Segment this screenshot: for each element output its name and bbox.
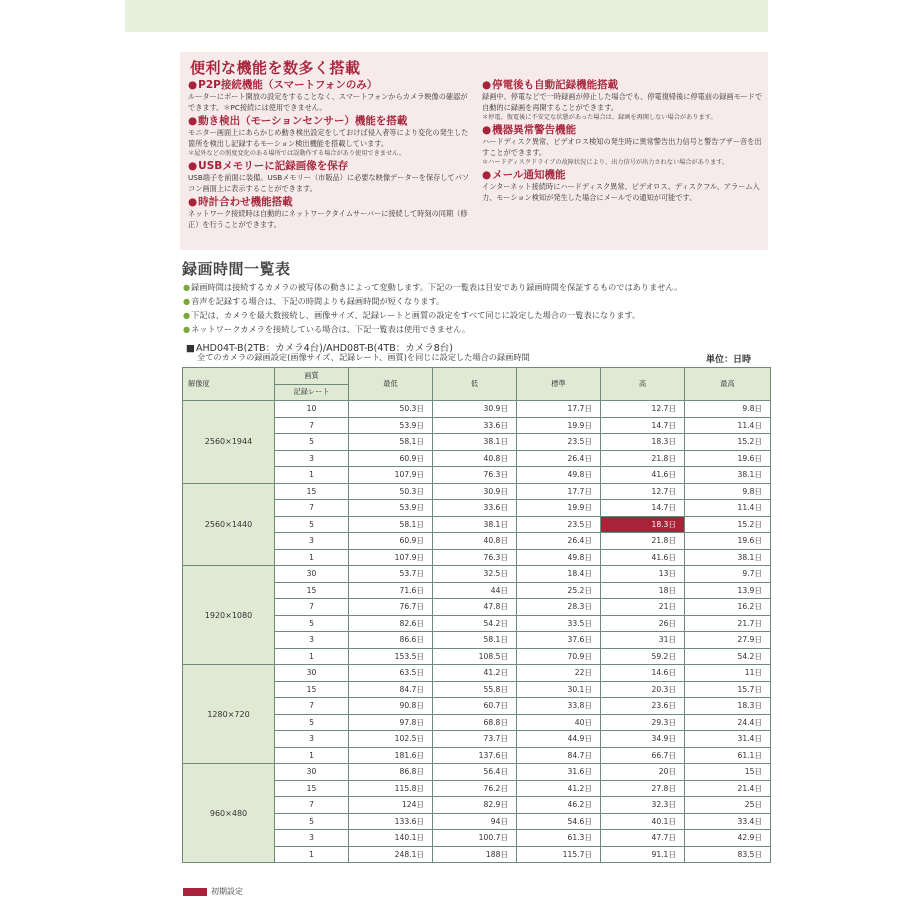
quality-level-header: 最高 [685,368,771,401]
value-cell: 38.1日 [433,516,517,533]
value-cell: 86.6日 [349,632,433,649]
value-cell: 58.1日 [433,632,517,649]
value-cell: 60.9日 [349,533,433,550]
resolution-header: 解像度 [183,368,275,401]
value-cell: 102.5日 [349,731,433,748]
feature-title: ● USBメモリーに記録画像を保存 [188,160,473,173]
value-cell: 60.9日 [349,450,433,467]
rate-cell: 1 [275,747,349,764]
value-cell: 13.9日 [685,582,771,599]
value-cell: 31.6日 [517,764,601,781]
value-cell: 12.7日 [601,401,685,418]
value-cell: 16.2日 [685,599,771,616]
feature-text: ハードディスク異常、ビデオロス検知の発生時に異常警告出力信号と警告ブザー音を出すことができます。 [482,137,762,157]
value-cell: 33.4日 [685,813,771,830]
rate-cell: 1 [275,467,349,484]
rate-cell: 15 [275,582,349,599]
value-cell: 76.3日 [433,549,517,566]
rate-cell: 3 [275,533,349,550]
rate-cell: 5 [275,516,349,533]
value-cell: 49.8日 [517,549,601,566]
value-cell: 30.9日 [433,401,517,418]
value-cell: 21.8日 [601,450,685,467]
value-cell: 14.7日 [601,417,685,434]
value-cell: 40日 [517,714,601,731]
value-cell: 11.4日 [685,417,771,434]
value-cell: 107.9日 [349,549,433,566]
value-cell: 33.5日 [517,615,601,632]
model-label: ■ AHD04T-B(2TB：カメラ4台)/AHD08T-B(4TB：カメラ8台) [186,340,453,354]
feature-text: モニター画面上にあらかじめ動き検出設定をしておけば侵入者等により変化の発生した箇所を検出し記録するモーション検出機能を搭載しています。 [188,128,469,148]
value-cell: 41.2日 [433,665,517,682]
rate-cell: 30 [275,665,349,682]
rate-cell: 3 [275,830,349,847]
value-cell: 56.4日 [433,764,517,781]
value-cell: 47.8日 [433,599,517,616]
value-cell: 54.2日 [685,648,771,665]
value-cell: 18.4日 [517,566,601,583]
value-cell: 41.2日 [517,780,601,797]
value-cell: 41.6日 [601,467,685,484]
rate-cell: 1 [275,846,349,863]
value-cell: 13日 [601,566,685,583]
value-cell: 181.6日 [349,747,433,764]
rate-cell: 15 [275,681,349,698]
value-cell: 59.2日 [601,648,685,665]
value-cell: 108.5日 [433,648,517,665]
rate-cell: 7 [275,797,349,814]
value-cell: 28.3日 [517,599,601,616]
value-cell: 17.7日 [517,401,601,418]
value-cell: 84.7日 [349,681,433,698]
feature-title: ● 停電後も自動記録機能搭載 [482,79,764,92]
table-row [183,764,771,781]
recording-time-table [182,367,771,863]
value-cell: 38.1日 [685,549,771,566]
rate-cell: 1 [275,549,349,566]
value-cell: 27.9日 [685,632,771,649]
feature-note: ＊停電、復電後に不安定な状態があった場合は、録画を再開しない場合があります。 [482,114,717,121]
value-cell: 19.6日 [685,533,771,550]
value-cell: 15.7日 [685,681,771,698]
value-cell: 46.2日 [517,797,601,814]
value-cell: 137.6日 [433,747,517,764]
quality-level-header: 標準 [517,368,601,401]
feature-item [188,196,473,230]
rate-cell: 3 [275,632,349,649]
notes-list [183,280,773,336]
rate-cell: 30 [275,566,349,583]
value-cell: 26.4日 [517,533,601,550]
rate-cell: 30 [275,764,349,781]
value-cell: 25日 [685,797,771,814]
features-right-column [482,79,764,205]
feature-text: 録画中、停電などで一時録画が停止した場合でも、停電復帰後に停電前の録画モードで自動的に録画を再開することができます。 [482,92,763,112]
feature-text: ネットワーク接続時は自動的にネットワークタイムサーバーに接続して時刻の同期（修正）を行うことができます。 [188,209,468,229]
value-cell: 21.7日 [685,615,771,632]
value-cell: 20日 [601,764,685,781]
value-cell: 34.9日 [601,731,685,748]
value-cell: 60.7日 [433,698,517,715]
value-cell: 21.8日 [601,533,685,550]
rate-cell: 5 [275,434,349,451]
value-cell: 29.3日 [601,714,685,731]
value-cell: 55.8日 [433,681,517,698]
value-cell: 31日 [601,632,685,649]
value-cell: 33.6日 [433,500,517,517]
unit-label: 単位：日時 [706,355,752,365]
value-cell: 18.3日 [685,698,771,715]
rate-cell: 15 [275,483,349,500]
value-cell: 37.6日 [517,632,601,649]
resolution-cell: 2560×1440 [183,483,275,566]
feature-title: ● P2P接続機能（スマートフォンのみ） [188,79,473,92]
quality-level-header: 低 [433,368,517,401]
value-cell: 26日 [601,615,685,632]
rate-cell: 5 [275,615,349,632]
table-row [183,401,771,418]
rate-cell: 3 [275,450,349,467]
features-heading: 便利な機能を数多く搭載 [190,59,361,77]
value-cell: 53.7日 [349,566,433,583]
quality-level-header: 高 [601,368,685,401]
rate-cell: 1 [275,648,349,665]
value-cell: 115.7日 [517,846,601,863]
value-cell: 27.8日 [601,780,685,797]
value-cell: 38.1日 [433,434,517,451]
feature-title: ● 時計合わせ機能搭載 [188,196,473,209]
value-cell: 18日 [601,582,685,599]
quality-level-header: 最低 [349,368,433,401]
feature-item [482,124,764,167]
rate-cell: 7 [275,599,349,616]
value-cell: 54.2日 [433,615,517,632]
value-cell: 91.1日 [601,846,685,863]
value-cell: 58.1日 [349,516,433,533]
value-cell: 47.7日 [601,830,685,847]
value-cell: 94日 [433,813,517,830]
value-cell: 248.1日 [349,846,433,863]
value-cell: 50.3日 [349,483,433,500]
table-row [183,566,771,583]
feature-item [482,79,764,122]
feature-note: ＊ハードディスクドライブの故障状況により、出力信号が出力されない場合があります。 [482,159,729,166]
value-cell: 61.1日 [685,747,771,764]
feature-item [188,115,473,158]
value-cell: 40.1日 [601,813,685,830]
feature-text: ルーターにポート開放の設定をすることなく、スマートフォンからカメラ映像の確認ができます。＊PC接続には使用できません。 [188,92,468,112]
resolution-cell: 1920×1080 [183,566,275,665]
value-cell: 21.4日 [685,780,771,797]
value-cell: 76.3日 [433,467,517,484]
value-cell: 97.8日 [349,714,433,731]
value-cell: 100.7日 [433,830,517,847]
header-row-quality [183,368,771,385]
value-cell: 15.2日 [685,516,771,533]
value-cell: 153.5日 [349,648,433,665]
resolution-cell: 2560×1944 [183,401,275,484]
table-subtitle: 全てのカメラの録画設定(画像サイズ、記録レート、画質)を同じに設定した場合の録画時間 [197,352,530,362]
value-cell: 24.4日 [685,714,771,731]
value-cell: 115.8日 [349,780,433,797]
value-cell: 188日 [433,846,517,863]
default-setting-cell: 18.3日 [601,516,685,533]
note-item: ● 音声を記録する場合は、下記の時間よりも録画時間が短くなります。 [183,294,773,308]
value-cell: 33.8日 [517,698,601,715]
value-cell: 23.5日 [517,516,601,533]
value-cell: 20.3日 [601,681,685,698]
value-cell: 14.7日 [601,500,685,517]
value-cell: 44.9日 [517,731,601,748]
value-cell: 12.7日 [601,483,685,500]
value-cell: 19.9日 [517,417,601,434]
value-cell: 11.4日 [685,500,771,517]
value-cell: 9.8日 [685,401,771,418]
note-item: ● ネットワークカメラを接続している場合は、下記一覧表は使用できません。 [183,322,773,336]
feature-item [482,169,764,203]
rate-cell: 7 [275,417,349,434]
feature-item [188,160,473,194]
feature-title: ● 動き検出（モーションセンサー）機能を搭載 [188,115,473,128]
feature-text: インターネット接続時にハードディスク異常、ビデオロス、ディスクフル、アラーム入力、モーション検知が発生した場合にメールでの通知が可能です。 [482,182,760,202]
value-cell: 17.7日 [517,483,601,500]
value-cell: 86.8日 [349,764,433,781]
legend-label: 初期設定 [211,887,243,896]
value-cell: 76.2日 [433,780,517,797]
resolution-cell: 1280×720 [183,665,275,764]
value-cell: 40.8日 [433,533,517,550]
table-row [183,665,771,682]
value-cell: 38.1日 [685,467,771,484]
value-cell: 11日 [685,665,771,682]
value-cell: 68.8日 [433,714,517,731]
quality-header: 画質 [275,368,349,385]
value-cell: 133.6日 [349,813,433,830]
value-cell: 54.6日 [517,813,601,830]
value-cell: 83.5日 [685,846,771,863]
value-cell: 140.1日 [349,830,433,847]
rate-cell: 3 [275,731,349,748]
value-cell: 66.7日 [601,747,685,764]
value-cell: 30.9日 [433,483,517,500]
value-cell: 25.2日 [517,582,601,599]
features-panel [180,52,768,250]
rate-cell: 10 [275,401,349,418]
value-cell: 9.8日 [685,483,771,500]
feature-title: ● 機器異常警告機能 [482,124,764,137]
value-cell: 50.3日 [349,401,433,418]
value-cell: 42.9日 [685,830,771,847]
rate-cell: 7 [275,500,349,517]
value-cell: 14.6日 [601,665,685,682]
note-item: ● 下記は、カメラを最大数接続し、画像サイズ、記録レートと画質の設定をすべて同じに設定した場合の一覧表になります。 [183,308,773,322]
value-cell: 15.2日 [685,434,771,451]
value-cell: 49.8日 [517,467,601,484]
legend-swatch [183,888,207,896]
value-cell: 15日 [685,764,771,781]
rate-cell: 7 [275,698,349,715]
value-cell: 26.4日 [517,450,601,467]
value-cell: 53.9日 [349,500,433,517]
table-row [183,483,771,500]
value-cell: 18.3日 [601,434,685,451]
note-item: ● 録画時間は接続するカメラの被写体の動きによって変動します。下記の一覧表は目安であり録画時間を保証するものではありません。 [183,280,773,294]
value-cell: 61.3日 [517,830,601,847]
value-cell: 53.9日 [349,417,433,434]
value-cell: 9.7日 [685,566,771,583]
value-cell: 23.5日 [517,434,601,451]
rate-cell: 5 [275,714,349,731]
value-cell: 40.8日 [433,450,517,467]
value-cell: 90.8日 [349,698,433,715]
value-cell: 19.9日 [517,500,601,517]
features-left-column [188,79,473,232]
value-cell: 107.9日 [349,467,433,484]
value-cell: 33.6日 [433,417,517,434]
feature-text: USB端子を前面に装備。USBメモリー（市販品）に必要な映像データーを保存してパソコン画面上に表示することができます。 [188,173,470,193]
value-cell: 63.5日 [349,665,433,682]
feature-item [188,79,473,113]
rate-cell: 15 [275,780,349,797]
value-cell: 82.6日 [349,615,433,632]
value-cell: 32.5日 [433,566,517,583]
value-cell: 32.3日 [601,797,685,814]
value-cell: 23.6日 [601,698,685,715]
value-cell: 76.7日 [349,599,433,616]
value-cell: 44日 [433,582,517,599]
value-cell: 19.6日 [685,450,771,467]
value-cell: 22日 [517,665,601,682]
resolution-cell: 960×480 [183,764,275,863]
value-cell: 58.1日 [349,434,433,451]
top-banner [125,0,768,32]
rate-cell: 5 [275,813,349,830]
rate-header: 記録レート [275,384,349,401]
value-cell: 84.7日 [517,747,601,764]
value-cell: 124日 [349,797,433,814]
value-cell: 21日 [601,599,685,616]
value-cell: 70.9日 [517,648,601,665]
feature-title: ● メール通知機能 [482,169,764,182]
value-cell: 31.4日 [685,731,771,748]
feature-note: ＊屋外などの照度変化のある場所では誤動作する場合があり使用できません。 [188,150,405,157]
section-title: 録画時間一覧表 [182,260,291,278]
value-cell: 82.9日 [433,797,517,814]
value-cell: 71.6日 [349,582,433,599]
value-cell: 41.6日 [601,549,685,566]
value-cell: 30.1日 [517,681,601,698]
value-cell: 73.7日 [433,731,517,748]
